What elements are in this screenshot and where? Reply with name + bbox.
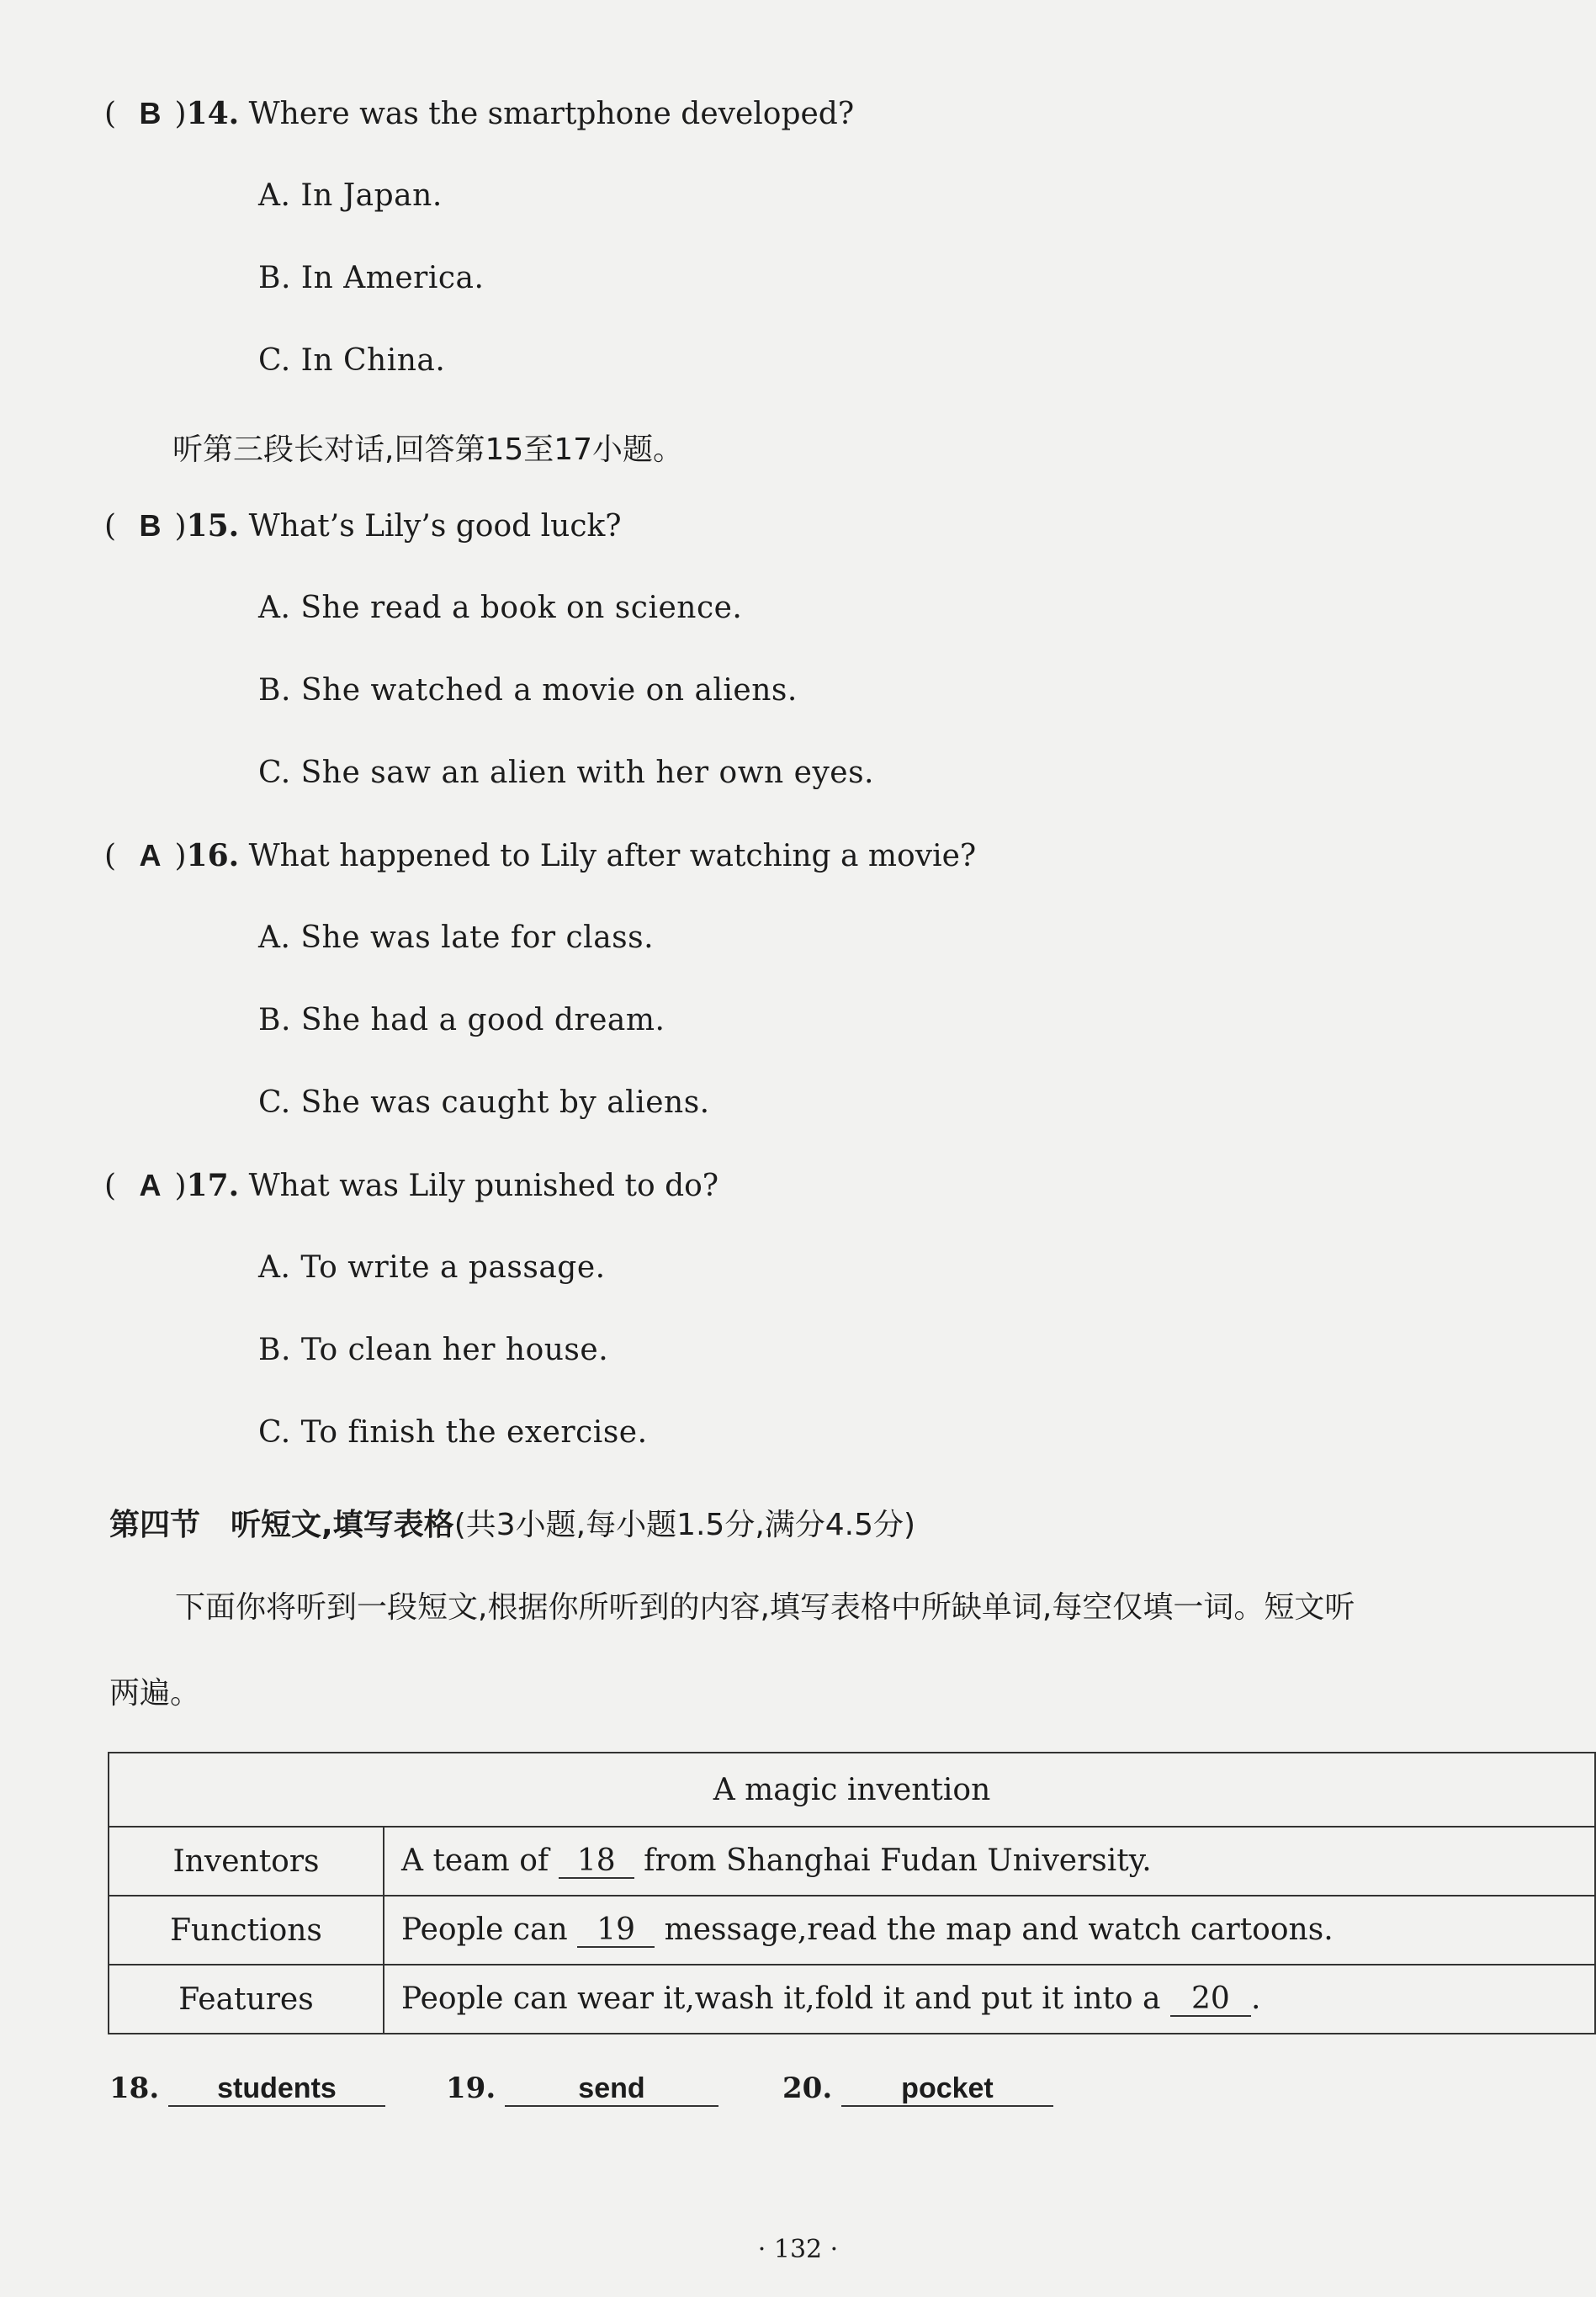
option-a: A. She was late for class. [258, 920, 655, 955]
option-c: C. To finish the exercise. [258, 1415, 648, 1450]
question-text: Where was the smartphone developed? [248, 97, 855, 131]
answer-value: students [168, 2072, 385, 2107]
row-label: Features [109, 1965, 384, 2034]
table-row [109, 1827, 1595, 1896]
answer-number: 19. [446, 2072, 496, 2105]
blank-18: 18 [559, 1844, 634, 1880]
section4-score: (共3小题,每小题1.5分,满分4.5分) [453, 1508, 916, 1542]
option-b: B. In America. [258, 261, 485, 295]
question-text: What’s Lily’s good luck? [248, 509, 622, 544]
question-text: What was Lily punished to do? [248, 1169, 719, 1203]
content-after: message,read the map and watch cartoons. [664, 1912, 1334, 1947]
answer-19 [446, 2072, 718, 2107]
question-16: ( A )16. What happened to Lily after watching a movie? [104, 838, 977, 873]
question-number: 14. [186, 96, 240, 131]
question-number: 15. [186, 508, 240, 544]
table-row [109, 1896, 1595, 1965]
section3-instruction: 听第三段长对话,回答第15至17小题。 [172, 432, 684, 467]
section4-heading [109, 1501, 915, 1544]
section4-instruction-line1: 下面你将听到一段短文,根据你所听到的内容,填写表格中所缺单词,每空仅填一词。短文听 [175, 1590, 1355, 1625]
section4-instruction-line2: 两遍。 [109, 1676, 201, 1711]
content-before: People can wear it,wash it,fold it and put it into a [401, 1981, 1161, 2016]
answer-letter: B [139, 96, 162, 130]
question-15: ( B )15. What’s Lily’s good luck? [104, 508, 622, 544]
content-before: A team of [401, 1843, 549, 1878]
option-c: C. She saw an alien with her own eyes. [258, 756, 875, 790]
option-a: A. In Japan. [258, 178, 443, 213]
option-a: A. She read a book on science. [258, 591, 743, 625]
table-row [109, 1965, 1595, 2034]
blank-19: 19 [577, 1913, 655, 1949]
option-b: B. To clean her house. [258, 1333, 609, 1367]
answer-20 [782, 2072, 1053, 2107]
row-content [384, 1896, 1595, 1965]
answer-number: 18. [109, 2072, 160, 2105]
question-number: 17. [186, 1168, 240, 1203]
option-c: C. She was caught by aliens. [258, 1085, 710, 1120]
content-after: from Shanghai Fudan University. [644, 1843, 1152, 1878]
answer-value: send [505, 2072, 718, 2107]
answer-letter: B [139, 508, 162, 543]
page-number: · 132 · [757, 2235, 839, 2264]
row-label: Functions [109, 1896, 384, 1965]
section4-title: 第四节 听短文,填写表格 [109, 1508, 454, 1542]
row-label: Inventors [109, 1827, 384, 1896]
option-a: A. To write a passage. [258, 1250, 606, 1285]
option-b: B. She had a good dream. [258, 1003, 665, 1037]
row-content [384, 1965, 1595, 2034]
row-content [384, 1827, 1595, 1896]
table-title: A magic invention [109, 1753, 1595, 1827]
invention-table [108, 1752, 1596, 2034]
question-17: ( A )17. What was Lily punished to do? [104, 1168, 719, 1203]
answer-18 [109, 2072, 385, 2107]
blank-20: 20 [1170, 1982, 1251, 2018]
answer-letter: A [139, 838, 162, 873]
answer-value: pocket [841, 2072, 1053, 2107]
option-b: B. She watched a movie on aliens. [258, 673, 798, 708]
content-after: . [1250, 1981, 1261, 2016]
content-before: People can [401, 1912, 568, 1947]
answer-number: 20. [782, 2072, 833, 2105]
option-c: C. In China. [258, 343, 446, 378]
answer-letter: A [139, 1168, 162, 1202]
question-14: ( B )14. Where was the smartphone developed? [104, 96, 855, 131]
question-text: What happened to Lily after watching a movie? [248, 839, 977, 873]
question-number: 16. [186, 838, 240, 873]
